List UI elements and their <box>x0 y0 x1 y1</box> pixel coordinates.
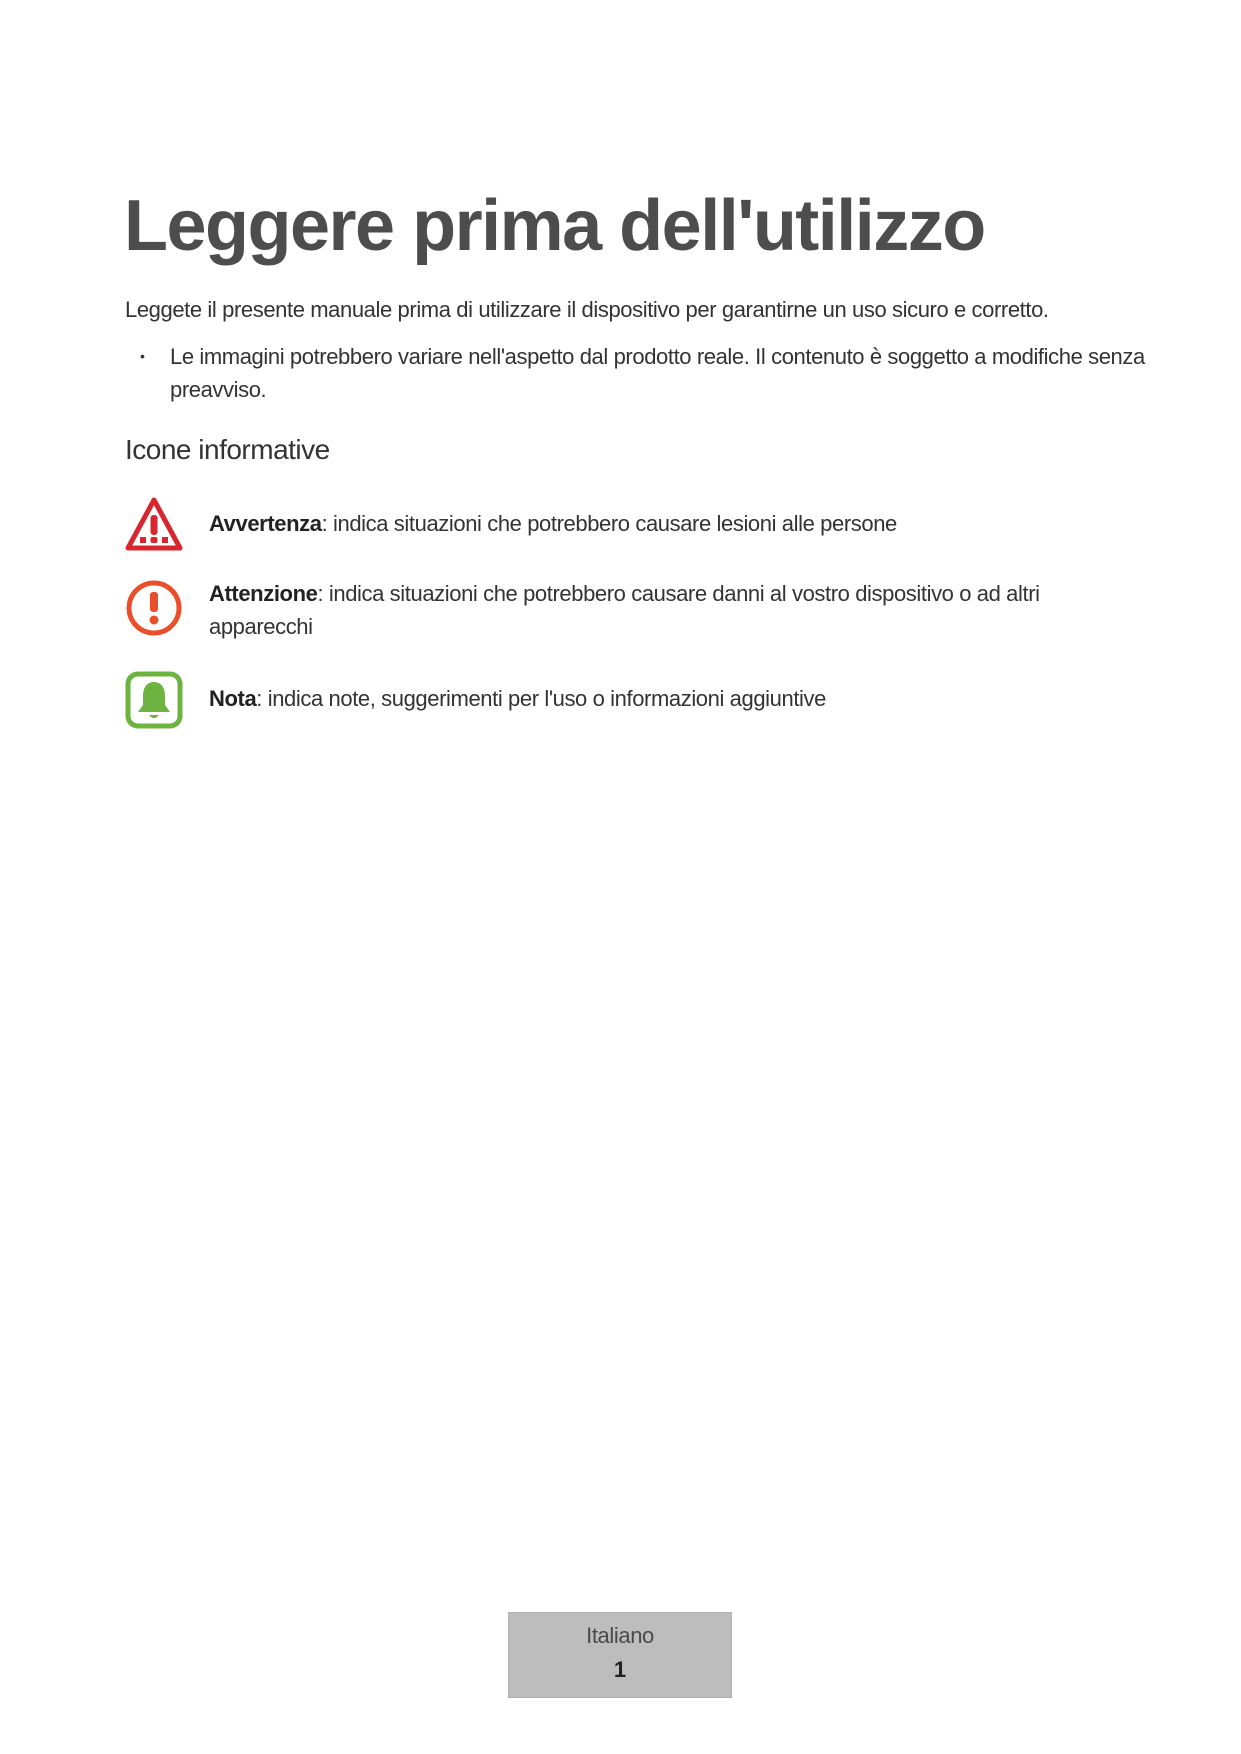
bullet-list <box>125 340 1145 406</box>
info-row-text <box>209 577 1129 643</box>
info-row-warning <box>124 495 1124 555</box>
caution-circle-icon <box>124 578 184 638</box>
info-row-text <box>209 682 1129 715</box>
list-item <box>125 340 1145 406</box>
info-row-text <box>209 507 1129 540</box>
info-description: indica note, suggerimenti per l'uso o informazioni aggiuntive <box>262 686 826 711</box>
intro-paragraph: Leggete il presente manuale prima di utilizzare il dispositivo per garantirne un uso sicuro e corretto. <box>125 297 1049 322</box>
info-term: Nota <box>209 686 257 711</box>
page-title: Leggere prima dell'utilizzo <box>124 186 985 266</box>
footer-language: Italiano <box>586 1623 654 1648</box>
info-separator: : <box>317 581 324 606</box>
info-separator: : <box>321 511 328 536</box>
info-description: indica situazioni che potrebbero causare lesioni alle persone <box>327 511 897 536</box>
info-row-caution <box>124 578 1124 648</box>
bullet-text: Le immagini potrebbero variare nell'aspetto dal prodotto reale. Il contenuto è soggetto a modifiche senza preavviso. <box>170 344 1145 402</box>
warning-triangle-icon <box>124 495 184 555</box>
page-footer <box>508 1612 732 1698</box>
bullet-dot: • <box>140 348 145 364</box>
note-bell-icon <box>124 670 184 730</box>
info-row-note <box>124 670 1124 730</box>
info-description: indica situazioni che potrebbero causare danni al vostro dispositivo o ad altri apparecchi <box>209 581 1040 639</box>
info-term: Avvertenza <box>209 511 322 536</box>
page-number: 1 <box>613 1657 627 1682</box>
section-heading: Icone informative <box>125 434 330 465</box>
info-separator: : <box>256 686 263 711</box>
info-term: Attenzione <box>209 581 318 606</box>
